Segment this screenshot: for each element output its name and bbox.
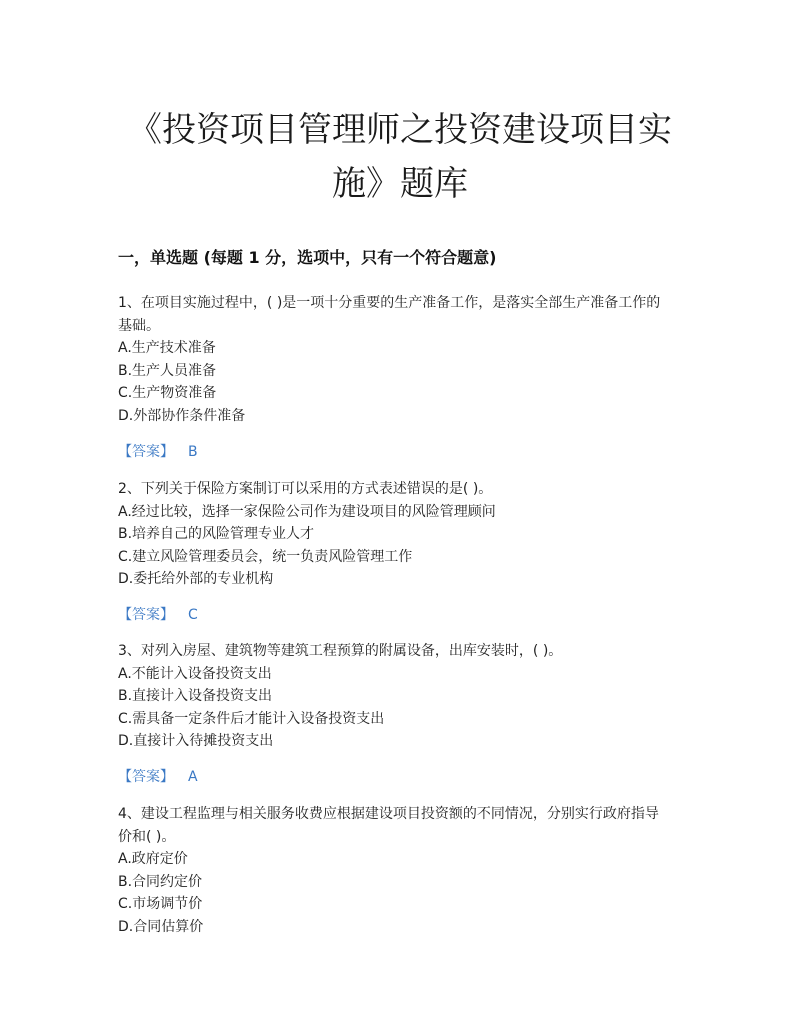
question-4-option-d: D.合同估算价 (118, 918, 204, 935)
question-4-stem-line-1: 4、建设工程监理与相关服务收费应根据建设项目投资额的不同情况，分别实行政府指导 (118, 806, 659, 822)
question-1-stem-line-1: 1、在项目实施过程中，( )是一项十分重要的生产准备工作，是落实全部生产准备工作的 (118, 295, 661, 311)
question-2-option-c: C.建立风险管理委员会，统一负责风险管理工作 (118, 548, 413, 565)
question-2 (118, 478, 678, 591)
question-2-option-d: D.委托给外部的专业机构 (118, 571, 274, 587)
question-4-option-a: A.政府定价 (118, 851, 188, 867)
question-3-answer-value: A (188, 769, 198, 785)
question-1-answer-value: B (188, 444, 198, 460)
document-title-line-1: 《投资项目管理师之投资建设项目实 (128, 110, 672, 150)
question-1-option-a: A.生产技术准备 (118, 340, 216, 356)
question-4 (118, 803, 678, 938)
question-2-option-a: A.经过比较，选择一家保险公司作为建设项目的风险管理顾问 (118, 503, 496, 520)
question-1-answer (118, 441, 198, 463)
question-3-option-a: A.不能计入设备投资支出 (118, 665, 272, 682)
question-1-option-c: C.生产物资准备 (118, 385, 217, 401)
question-3 (118, 640, 678, 753)
question-1-option-b: B.生产人员准备 (118, 362, 217, 379)
question-4-option-b: B.合同约定价 (118, 873, 203, 890)
question-3-option-b: B.直接计入设备投资支出 (118, 688, 273, 704)
question-2-answer (118, 604, 198, 626)
question-4-option-c: C.市场调节价 (118, 896, 203, 912)
question-2-answer-value: C (188, 607, 198, 623)
question-3-stem-line-1: 3、对列入房屋、建筑物等建筑工程预算的附属设备，出库安装时，( )。 (118, 643, 563, 659)
question-3-answer (118, 766, 198, 788)
section-heading: 一，单选题 (每题 1 分，选项中，只有一个符合题意) (118, 248, 497, 267)
question-3-option-c: C.需具备一定条件后才能计入设备投资支出 (118, 710, 385, 727)
document-title-line-2: 施》题库 (332, 164, 468, 204)
answer-label: 【答案】 (118, 607, 174, 623)
question-2-option-b: B.培养自己的风险管理专业人才 (118, 526, 315, 542)
document-title (100, 103, 700, 211)
question-4-stem-line-2: 价和( )。 (118, 828, 176, 845)
question-2-stem-line-1: 2、下列关于保险方案制订可以采用的方式表述错误的是( )。 (118, 481, 493, 497)
question-1-stem-line-2: 基础。 (118, 317, 160, 334)
answer-label: 【答案】 (118, 444, 174, 460)
answer-label: 【答案】 (118, 769, 174, 785)
question-1-option-d: D.外部协作条件准备 (118, 407, 246, 424)
question-1 (118, 292, 678, 427)
question-3-option-d: D.直接计入待摊投资支出 (118, 733, 274, 749)
